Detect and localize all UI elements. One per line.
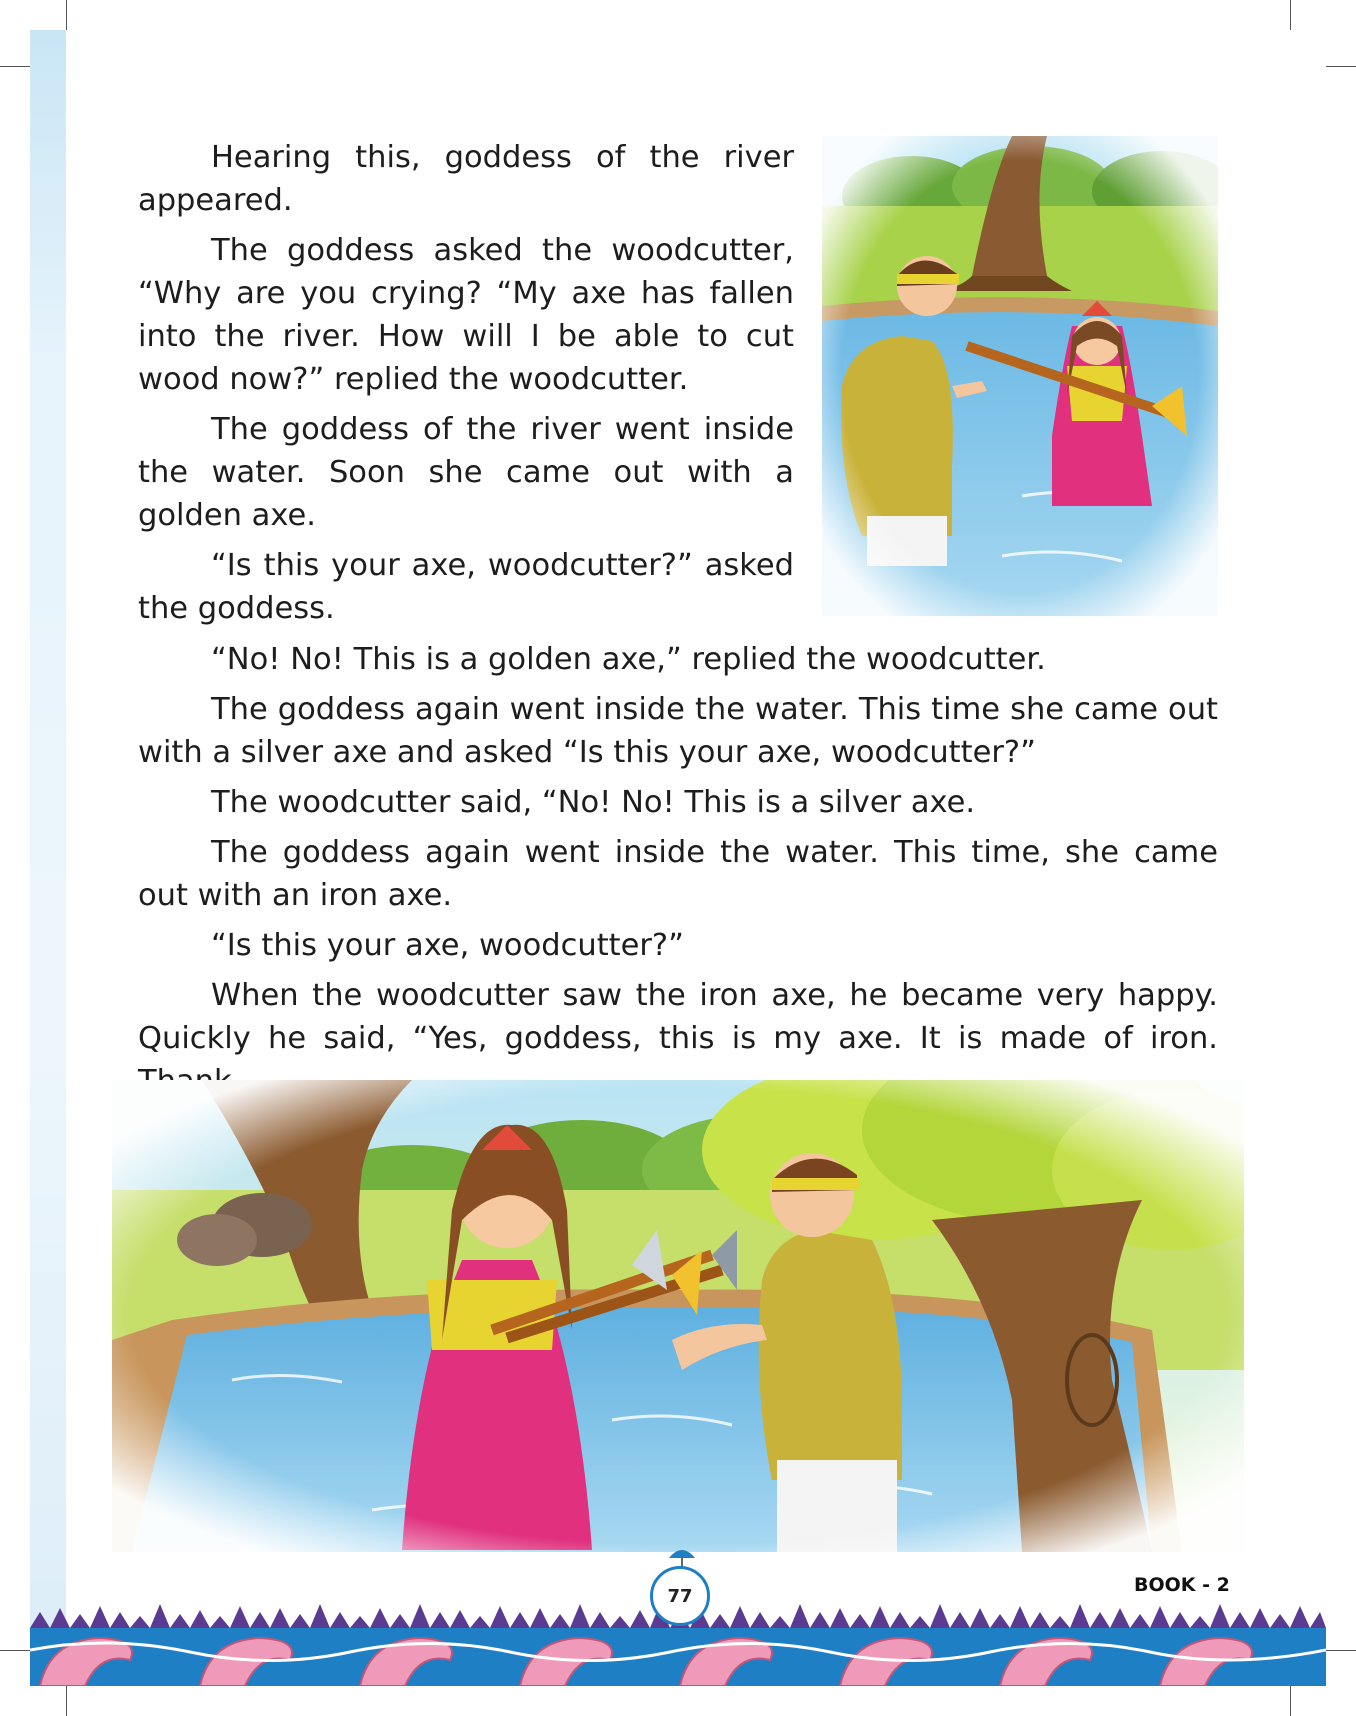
story-paragraph: The goddess again went inside the water. This time she came out with a silver axe and asked “Is this your axe, woodcutter?” <box>138 692 1218 770</box>
story-paragraph: Hearing this, goddess of the river appeared. <box>138 140 794 218</box>
page-number: 77 <box>650 1566 710 1626</box>
crop-mark <box>1290 1686 1291 1716</box>
story-paragraph: The woodcutter said, “No! No! This is a silver axe. <box>211 785 976 820</box>
illustration-goddess-golden-axe <box>822 136 1218 616</box>
umbrella-icon <box>667 1546 697 1568</box>
book-label: BOOK - 2 <box>1134 1574 1230 1596</box>
story-paragraph: The goddess asked the woodcutter, “Why are you crying? “My axe has fallen into the river. How will I be able to cut wood now?” replied the woodcutter. <box>138 233 794 397</box>
crop-mark <box>1326 66 1356 67</box>
story-paragraph: The goddess of the river went inside the water. Soon she came out with a golden axe. <box>138 412 794 533</box>
story-text-bottom <box>138 638 1218 1110</box>
illustration-goddess-gives-axes <box>112 1080 1244 1552</box>
story-paragraph: “Is this your axe, woodcutter?” <box>211 928 684 963</box>
story-text-top <box>138 136 794 637</box>
story-paragraph: When the woodcutter saw the iron axe, he became very happy. Quickly he said, “Yes, goddess, this is my axe. It is made of iron. <box>138 978 1218 1056</box>
crop-mark <box>1290 0 1291 30</box>
story-paragraph: The goddess again went inside the water. This time, she came out with an iron axe. <box>138 835 1218 913</box>
crop-mark <box>66 0 67 30</box>
story-paragraph: “No! No! This is a golden axe,” replied the woodcutter. <box>211 642 1046 677</box>
story-paragraph: “Is this your axe, woodcutter?” asked the goddess. <box>138 548 794 626</box>
crop-mark <box>0 66 30 67</box>
crop-mark <box>0 1650 30 1651</box>
crop-mark <box>1326 1650 1356 1651</box>
side-strip <box>30 30 66 1685</box>
crop-mark <box>66 1686 67 1716</box>
